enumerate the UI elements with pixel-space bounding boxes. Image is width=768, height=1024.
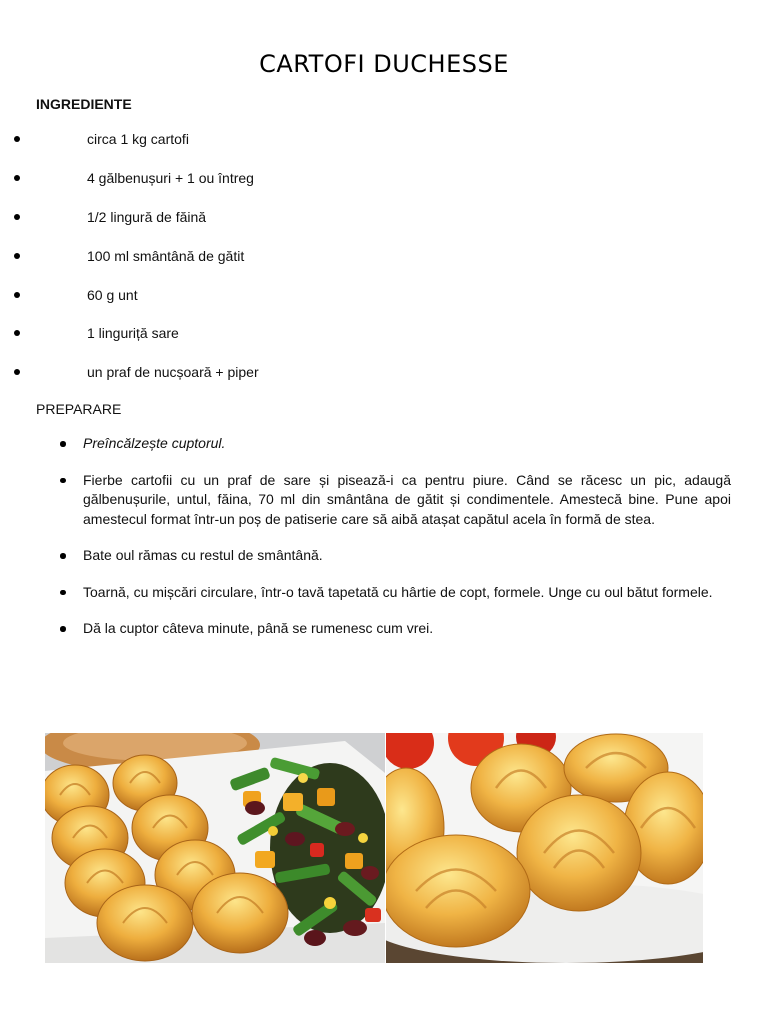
bullet-icon xyxy=(60,553,66,559)
bullet-icon xyxy=(60,626,66,632)
photos xyxy=(45,733,703,963)
step-text: Dă la cuptor câteva minute, până se rumenesc cum vrei. xyxy=(83,620,434,636)
ingredient-text: circa 1 kg cartofi xyxy=(87,131,189,147)
list-item xyxy=(0,619,768,639)
steps-list xyxy=(0,434,768,656)
ingredient-text: un praf de nucșoară + piper xyxy=(87,364,259,381)
bullet-icon xyxy=(14,292,20,298)
bullet-icon xyxy=(14,253,20,259)
bullet-icon xyxy=(14,214,20,220)
bullet-icon xyxy=(14,136,20,142)
bullet-icon xyxy=(14,369,20,375)
photo-duchesse-potatoes-closeup xyxy=(386,733,703,963)
list-item xyxy=(0,471,768,530)
bullet-icon xyxy=(14,330,20,336)
list-item xyxy=(0,583,768,603)
bullet-icon xyxy=(60,590,66,596)
step-text: Bate oul rămas cu restul de smântână. xyxy=(83,547,323,563)
photo-duchesse-potatoes-with-vegetables xyxy=(45,733,385,963)
ingredient-text: 1/2 lingură de făină xyxy=(87,208,207,225)
ingredients-heading: INGREDIENTE xyxy=(36,96,132,112)
ingredient-text: 60 g unt xyxy=(87,286,138,303)
list-item xyxy=(0,546,768,566)
step-text: Preîncălzește cuptorul. xyxy=(83,435,226,451)
ingredient-text: 100 ml smântână de gătit xyxy=(87,247,245,264)
step-text: Fierbe cartofii cu un praf de sare și pisează-i ca pentru piure. Când se răcesc un pic, adaugă gălbenușurile, untul, făina, 70 ml din smântâna de gătit și condimentele. Amestecă bine. Pune apoi amestecul format într-un poș de patiserie care să aibă atașat capătul acela în formă de stea. xyxy=(83,471,731,527)
preparation-heading: PREPARARE xyxy=(36,401,122,417)
step-text: Toarnă, cu mișcări circulare, într-o tavă tapetată cu hârtie de copt, formele. Unge cu oul bătut formele. xyxy=(83,583,713,600)
list-item xyxy=(0,434,768,454)
ingredient-text: 4 gălbenușuri + 1 ou întreg xyxy=(87,169,254,186)
bullet-icon xyxy=(60,441,66,447)
bullet-icon xyxy=(14,175,20,181)
bullet-icon xyxy=(60,478,66,484)
ingredient-text: 1 linguriță sare xyxy=(87,325,179,342)
page-title: CARTOFI DUCHESSE xyxy=(259,50,509,78)
